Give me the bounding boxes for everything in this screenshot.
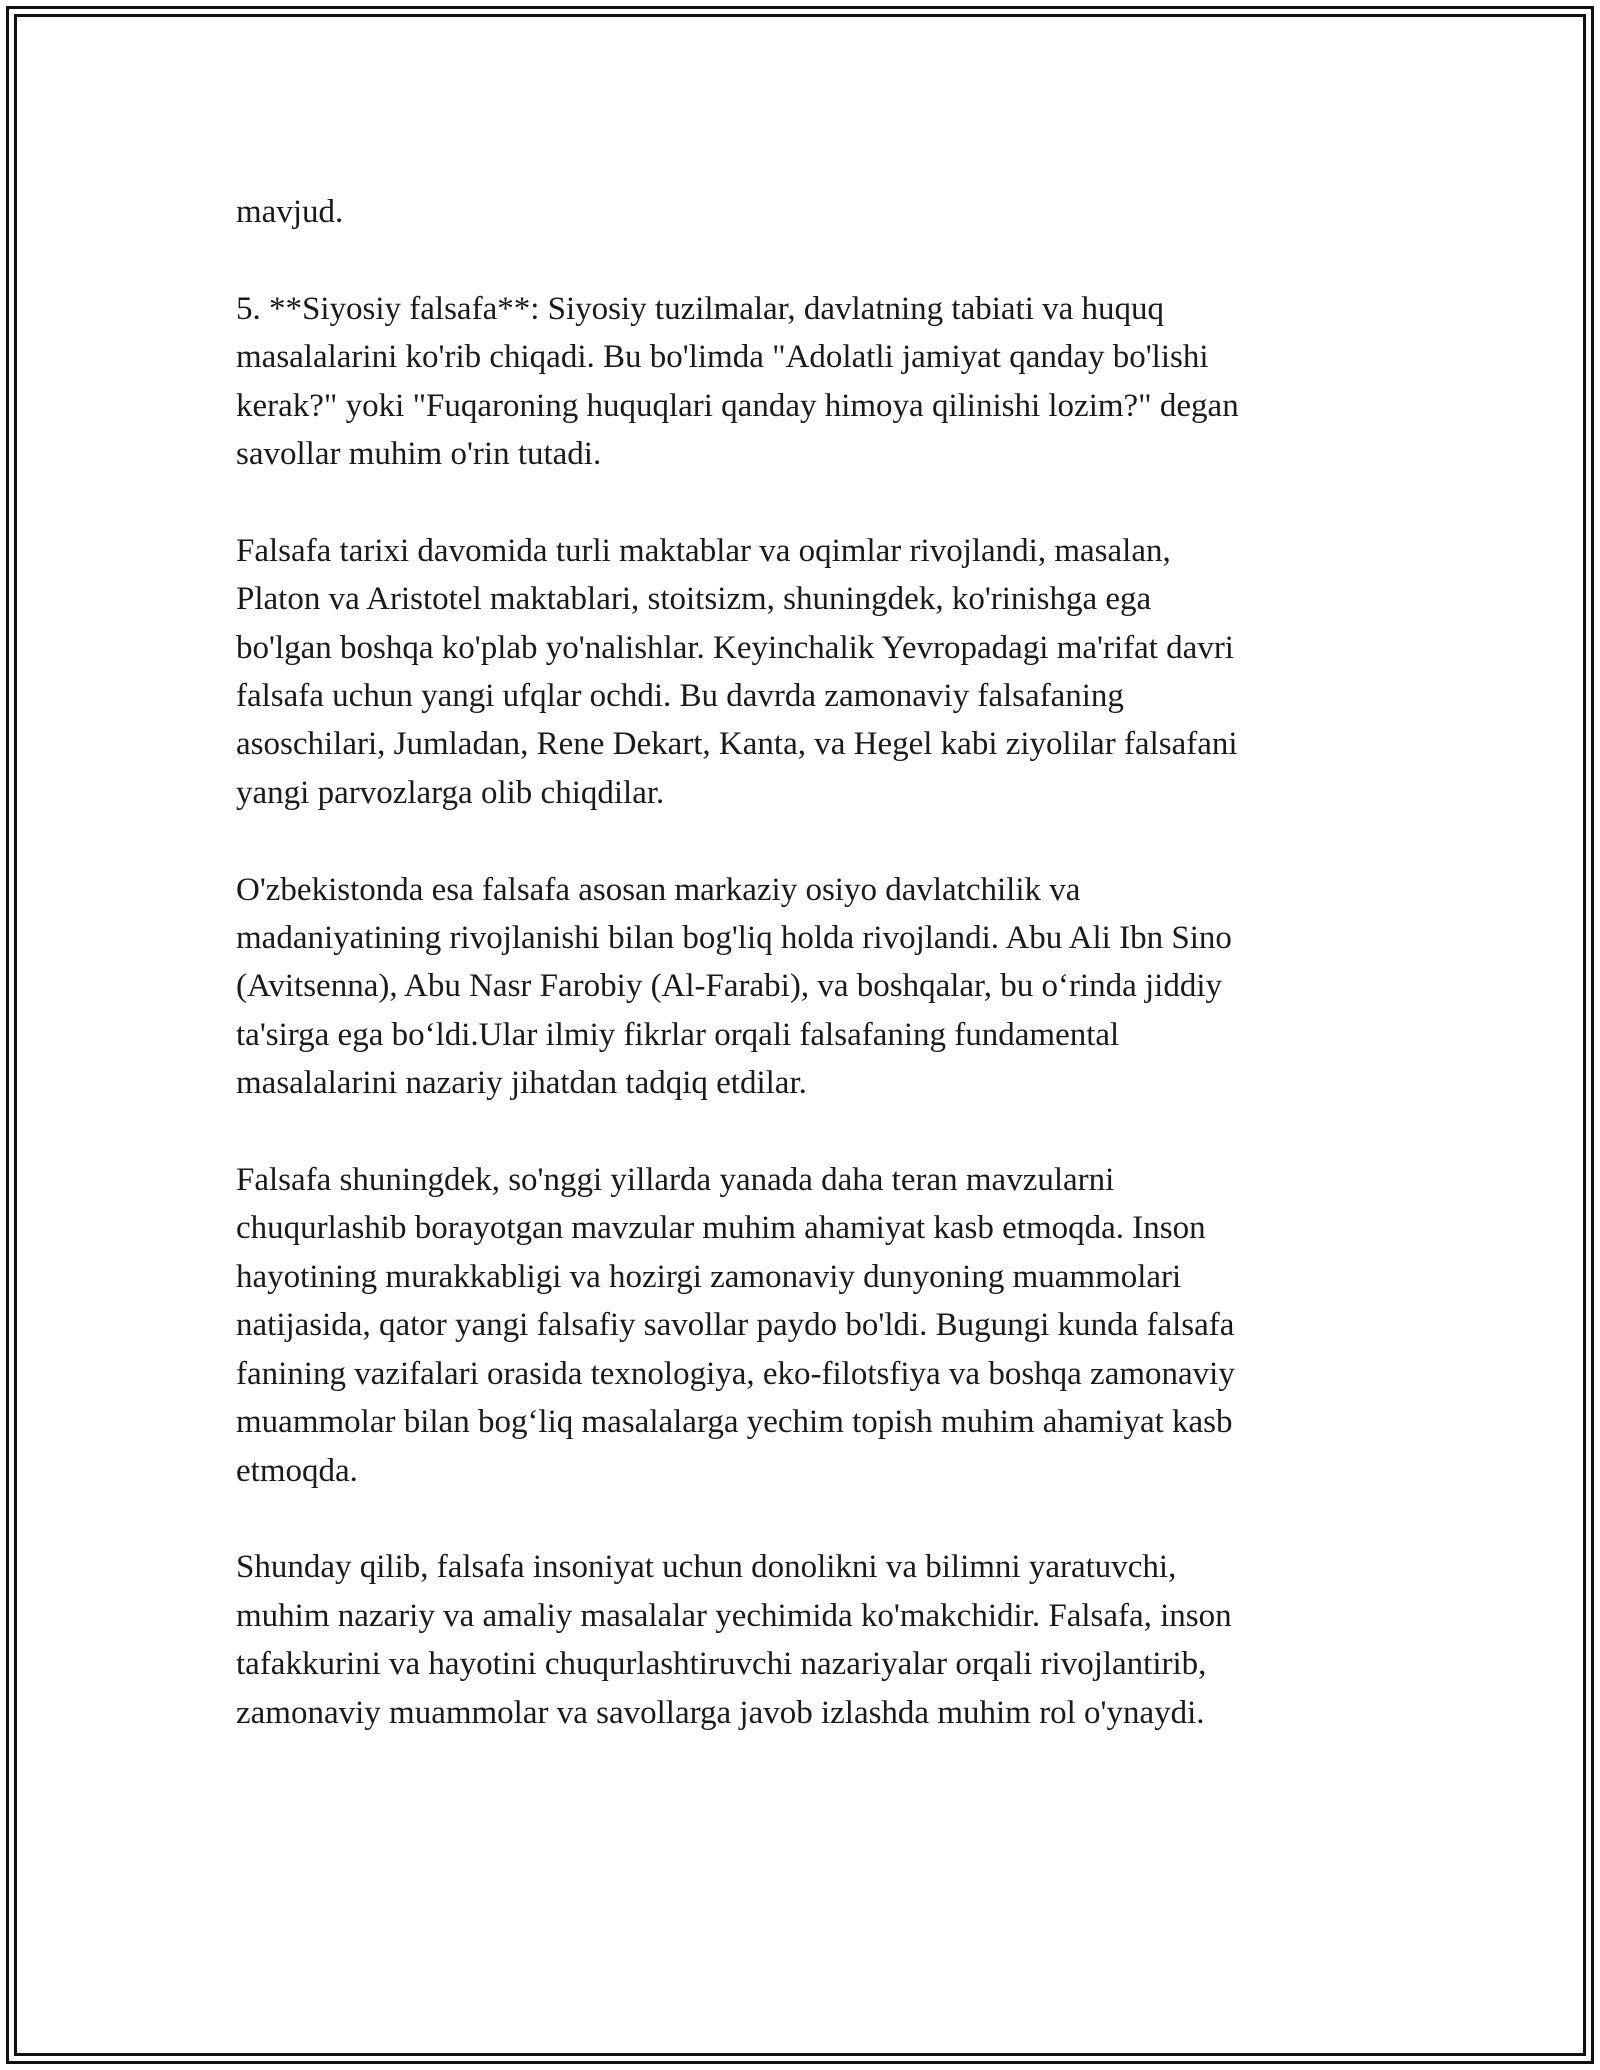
paragraph-political-philosophy: 5. **Siyosiy falsafa**: Siyosiy tuzilmalar, davlatning tabiati va huquq masalalarini ko'rib chiqadi. Bu bo'limda "Adolatli jamiyat qanday bo'lishi kerak?" yoki "Fuqaroning huquqlari qanday himoya qilinishi lozim?" degan savollar muhim o'rin tutadi. xyxy=(236,290,1239,473)
paragraph-uzbekistan-philosophy: O'zbekistonda esa falsafa asosan markaziy osiyo davlatchilik va madaniyatining rivojlanishi bilan bog'liq holda rivojlandi. Abu Ali Ibn Sino (Avitsenna), Abu Nasr Farobiy (Al-Farabi), va boshqalar, bu o‘rinda jiddiy ta'sirga ega bo‘ldi.Ular ilmiy fikrlar orqali falsafaning fundamental masalalarini nazariy jihatdan tadqiq etdilar. xyxy=(236,871,1232,1102)
document-body xyxy=(236,188,1366,1785)
paragraph-modern-issues: Falsafa shuningdek, so'nggi yillarda yanada daha teran mavzularni chuqurlashib borayotgan mavzular muhim ahamiyat kasb etmoqda. Inson hayotining murakkabligi va hozirgi zamonaviy dunyoning muammolari natijasida, qator yangi falsafiy savollar paydo bo'ldi. Bugungi kunda falsafa fanining vazifalari orasida texnologiya, eko-filotsfiya va boshqa zamonaviy muammolar bilan bog‘liq masalalarga yechim topish muhim ahamiyat kasb etmoqda. xyxy=(236,1162,1235,1489)
paragraph-history-of-philosophy: Falsafa tarixi davomida turli maktablar va oqimlar rivojlandi, masalan, Platon va Aristotel maktablari, stoitsizm, shuningdek, ko'rinishga ega bo'lgan boshqa ko'plab yo'nalishlar. Keyinchalik Yevropadagi ma'rifat davri falsafa uchun yangi ufqlar ochdi. Bu davrda zamonaviy falsafaning asoschilari, Jumladan, Rene Dekart, Kanta, va Hegel kabi ziyolilar falsafani yangi parvozlarga olib chiqdilar. xyxy=(236,532,1238,811)
paragraph-continuation: mavjud. xyxy=(236,194,344,230)
paragraph-conclusion: Shunday qilib, falsafa insoniyat uchun donolikni va bilimni yaratuvchi, muhim nazariy va amaliy masalalar yechimida ko'makchidir. Falsafa, inson tafakkurini va hayotini chuqurlashtiruvchi nazariyalar orqali rivojlantirib, zamonaviy muammolar va savollarga javob izlashda muhim rol o'ynaydi. xyxy=(236,1549,1232,1731)
